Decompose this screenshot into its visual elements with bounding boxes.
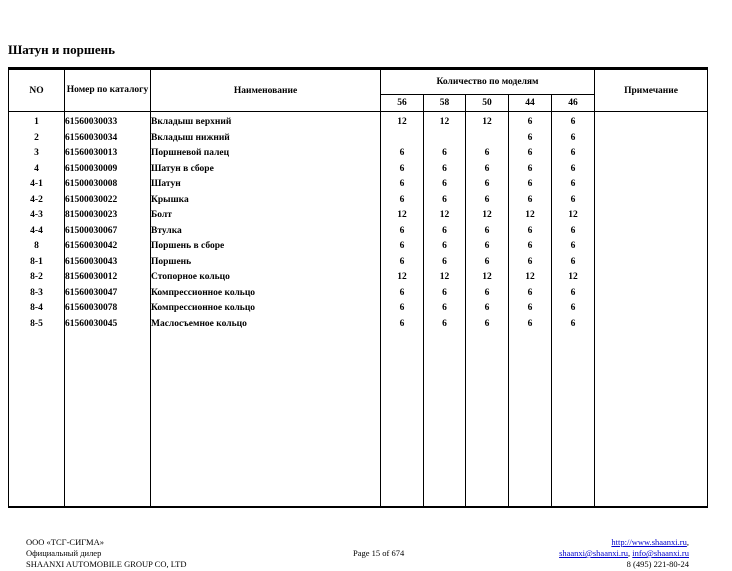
row-quantity-56: 12	[381, 270, 424, 286]
header-name: Наименование	[151, 69, 381, 112]
row-quantity-46: 6	[552, 112, 595, 131]
row-number: 4-2	[9, 193, 65, 209]
row-note	[595, 112, 708, 131]
row-quantity-50: 12	[466, 270, 509, 286]
header-note: Примечание	[595, 69, 708, 112]
table-row	[9, 112, 708, 131]
table-row	[9, 146, 708, 162]
row-part-name: Шатун в сборе	[151, 162, 381, 178]
row-quantity-50: 12	[466, 208, 509, 224]
row-part-name: Шатун	[151, 177, 381, 193]
row-note	[595, 131, 708, 147]
row-quantity-58: 6	[424, 146, 466, 162]
row-note	[595, 270, 708, 286]
row-quantity-58: 12	[424, 112, 466, 131]
row-quantity-46: 6	[552, 131, 595, 147]
page-title: Шатун и поршень	[8, 42, 115, 57]
row-catalog-code: 61560030042	[65, 239, 151, 255]
row-catalog-code: 61560030034	[65, 131, 151, 147]
row-quantity-50: 6	[466, 317, 509, 333]
filler-cell	[466, 332, 509, 507]
footer-contacts: http://www.shaanxi.ru, shaanxi@shaanxi.ru, info@shaanxi.ru 8 (495) 221-80-24	[559, 537, 689, 569]
table-row	[9, 286, 708, 302]
filler-cell	[381, 332, 424, 507]
row-quantity-44: 6	[509, 239, 552, 255]
row-quantity-56: 6	[381, 224, 424, 240]
row-note	[595, 177, 708, 193]
row-quantity-58: 6	[424, 162, 466, 178]
row-quantity-44: 6	[509, 224, 552, 240]
table-row	[9, 255, 708, 271]
row-quantity-56: 6	[381, 177, 424, 193]
footer-email-link-1[interactable]: shaanxi@shaanxi.ru	[559, 548, 629, 558]
table-row	[9, 239, 708, 255]
row-quantity-50	[466, 131, 509, 147]
row-quantity-58	[424, 131, 466, 147]
row-quantity-46: 6	[552, 317, 595, 333]
row-note	[595, 317, 708, 333]
footer-group-name: SHAANXI AUTOMOBILE GROUP CO, LTD	[26, 559, 187, 569]
row-catalog-code: 61500030022	[65, 193, 151, 209]
row-catalog-code: 61500030067	[65, 224, 151, 240]
row-part-name: Вкладыш нижний	[151, 131, 381, 147]
row-quantity-46: 6	[552, 224, 595, 240]
filler-cell	[509, 332, 552, 507]
row-number: 4-1	[9, 177, 65, 193]
row-quantity-56: 6	[381, 146, 424, 162]
header-model-44: 44	[509, 95, 552, 112]
row-catalog-code: 61560030043	[65, 255, 151, 271]
filler-cell	[65, 332, 151, 507]
row-quantity-44: 6	[509, 255, 552, 271]
header-model-50: 50	[466, 95, 509, 112]
row-quantity-44: 6	[509, 286, 552, 302]
table-row	[9, 301, 708, 317]
row-quantity-56: 12	[381, 112, 424, 131]
parts-table	[8, 67, 708, 508]
filler-cell	[552, 332, 595, 507]
row-quantity-58: 6	[424, 301, 466, 317]
row-part-name: Поршень	[151, 255, 381, 271]
row-quantity-44: 12	[509, 208, 552, 224]
row-quantity-56: 6	[381, 301, 424, 317]
filler-cell	[151, 332, 381, 507]
footer-company-name: ООО «ТСГ-СИГМА»	[26, 537, 104, 547]
row-number: 3	[9, 146, 65, 162]
row-quantity-58: 12	[424, 208, 466, 224]
row-note	[595, 224, 708, 240]
row-quantity-50: 6	[466, 239, 509, 255]
row-quantity-56: 6	[381, 193, 424, 209]
row-quantity-56: 6	[381, 162, 424, 178]
row-catalog-code: 61560030078	[65, 301, 151, 317]
row-catalog-code: 61560030045	[65, 317, 151, 333]
row-quantity-56: 6	[381, 255, 424, 271]
row-quantity-56	[381, 131, 424, 147]
footer-phone: 8 (495) 221-80-24	[626, 559, 689, 569]
row-quantity-58: 6	[424, 177, 466, 193]
row-quantity-58: 12	[424, 270, 466, 286]
row-quantity-58: 6	[424, 224, 466, 240]
table-row	[9, 193, 708, 209]
row-catalog-code: 61500030009	[65, 162, 151, 178]
filler-cell	[424, 332, 466, 507]
row-note	[595, 162, 708, 178]
row-quantity-46: 6	[552, 162, 595, 178]
row-number: 8-5	[9, 317, 65, 333]
row-quantity-58: 6	[424, 286, 466, 302]
row-quantity-56: 12	[381, 208, 424, 224]
row-quantity-46: 6	[552, 255, 595, 271]
row-catalog-code: 61560030033	[65, 112, 151, 131]
footer-site-link[interactable]: http://www.shaanxi.ru	[611, 537, 687, 547]
footer-page-number: Page 15 of 674	[353, 548, 405, 558]
row-note	[595, 193, 708, 209]
footer-email-link-2[interactable]: info@shaanxi.ru	[632, 548, 689, 558]
row-number: 8-3	[9, 286, 65, 302]
parts-table-body	[9, 112, 708, 508]
row-number: 8	[9, 239, 65, 255]
row-quantity-50: 6	[466, 193, 509, 209]
row-number: 4-3	[9, 208, 65, 224]
footer-dealer-label: Официальный дилер	[26, 548, 102, 558]
row-quantity-50: 12	[466, 112, 509, 131]
row-quantity-58: 6	[424, 193, 466, 209]
row-quantity-46: 6	[552, 146, 595, 162]
row-quantity-56: 6	[381, 239, 424, 255]
row-note	[595, 146, 708, 162]
footer-company	[26, 537, 187, 570]
table-row	[9, 162, 708, 178]
row-part-name: Втулка	[151, 224, 381, 240]
row-note	[595, 239, 708, 255]
row-catalog-code: 81500030023	[65, 208, 151, 224]
row-quantity-44: 6	[509, 193, 552, 209]
row-number: 4-4	[9, 224, 65, 240]
row-part-name: Поршневой палец	[151, 146, 381, 162]
row-number: 4	[9, 162, 65, 178]
row-quantity-56: 6	[381, 317, 424, 333]
header-quantity: Количество по моделям	[381, 69, 595, 95]
table-row	[9, 317, 708, 333]
table-row	[9, 224, 708, 240]
row-catalog-code: 81560030012	[65, 270, 151, 286]
filler-cell	[595, 332, 708, 507]
row-quantity-46: 6	[552, 286, 595, 302]
row-part-name: Болт	[151, 208, 381, 224]
row-catalog-code: 61560030047	[65, 286, 151, 302]
table-row	[9, 177, 708, 193]
row-catalog-code: 61500030008	[65, 177, 151, 193]
row-number: 8-1	[9, 255, 65, 271]
row-quantity-56: 6	[381, 286, 424, 302]
row-note	[595, 301, 708, 317]
row-quantity-44: 6	[509, 112, 552, 131]
row-quantity-50: 6	[466, 224, 509, 240]
table-row	[9, 270, 708, 286]
row-part-name: Вкладыш верхний	[151, 112, 381, 131]
row-note	[595, 208, 708, 224]
row-quantity-46: 12	[552, 270, 595, 286]
row-quantity-44: 6	[509, 131, 552, 147]
row-number: 8-4	[9, 301, 65, 317]
row-quantity-50: 6	[466, 301, 509, 317]
row-quantity-50: 6	[466, 255, 509, 271]
header-model-58: 58	[424, 95, 466, 112]
header-model-46: 46	[552, 95, 595, 112]
row-quantity-46: 6	[552, 239, 595, 255]
row-part-name: Поршень в сборе	[151, 239, 381, 255]
row-quantity-46: 6	[552, 193, 595, 209]
row-part-name: Компрессионное кольцо	[151, 301, 381, 317]
row-quantity-50: 6	[466, 162, 509, 178]
header-catalog: Номер по каталогу	[65, 69, 151, 112]
table-row	[9, 208, 708, 224]
row-quantity-44: 6	[509, 162, 552, 178]
row-quantity-44: 12	[509, 270, 552, 286]
row-number: 1	[9, 112, 65, 131]
row-number: 2	[9, 131, 65, 147]
row-note	[595, 286, 708, 302]
row-quantity-44: 6	[509, 301, 552, 317]
row-quantity-50: 6	[466, 286, 509, 302]
row-number: 8-2	[9, 270, 65, 286]
row-quantity-46: 6	[552, 301, 595, 317]
filler-cell	[9, 332, 65, 507]
table-filler-row	[9, 332, 708, 507]
row-quantity-46: 6	[552, 177, 595, 193]
row-quantity-44: 6	[509, 177, 552, 193]
row-quantity-58: 6	[424, 239, 466, 255]
row-catalog-code: 61560030013	[65, 146, 151, 162]
row-part-name: Маслосъемное кольцо	[151, 317, 381, 333]
row-part-name: Компрессионное кольцо	[151, 286, 381, 302]
row-quantity-50: 6	[466, 146, 509, 162]
row-quantity-44: 6	[509, 146, 552, 162]
row-quantity-44: 6	[509, 317, 552, 333]
row-quantity-58: 6	[424, 255, 466, 271]
row-quantity-50: 6	[466, 177, 509, 193]
row-note	[595, 255, 708, 271]
row-quantity-58: 6	[424, 317, 466, 333]
header-no: NO	[9, 69, 65, 112]
row-part-name: Стопорное кольцо	[151, 270, 381, 286]
table-row	[9, 131, 708, 147]
header-model-56: 56	[381, 95, 424, 112]
row-quantity-46: 12	[552, 208, 595, 224]
row-part-name: Крышка	[151, 193, 381, 209]
